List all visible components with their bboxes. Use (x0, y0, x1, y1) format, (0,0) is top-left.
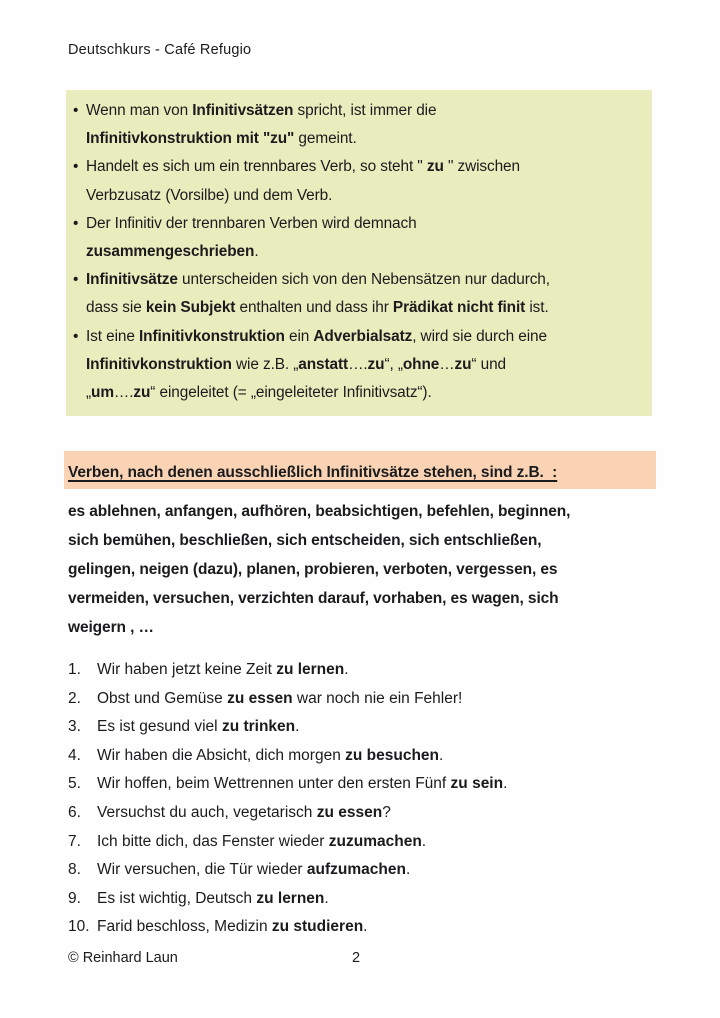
document-footer (68, 950, 652, 966)
example-text: Es ist gesund viel zu trinken. (97, 718, 300, 736)
example-sentence (68, 770, 668, 799)
bullet-icon: • (73, 102, 79, 119)
example-number: 4. (68, 746, 81, 764)
rule-bullet-text: Handelt es sich um ein trennbares Verb, so steht " zu " zwischen Verbzusatz (Vorsilbe) und dem Verb. (86, 158, 520, 204)
example-text: Wir hoffen, beim Wettrennen unter den ersten Fünf zu sein. (97, 775, 508, 793)
rule-bullet-text: Infinitivsätze unterscheiden sich von den Nebensätzen nur dadurch, dass sie kein Subjekt enthalten und dass ihr Prädikat nicht finit ist. (86, 271, 550, 317)
example-text: Wir haben die Absicht, dich morgen zu besuchen. (97, 746, 444, 764)
example-sentence (68, 885, 668, 914)
example-sentence (68, 799, 668, 828)
example-sentence (68, 656, 668, 685)
bullet-icon: • (73, 158, 79, 176)
example-number: 3. (68, 718, 81, 736)
rule-bullet-text: Ist eine Infinitivkonstruktion ein Adverbialsatz, wird sie durch eine Infinitivkonstruktion wie z.B. „anstatt….zu“, „ohne…zu“ und „um….zu“ eingeleitet (= „eingeleiteter Infinitivsatz“). (86, 327, 547, 402)
rule-bullet-item (66, 97, 652, 153)
example-text: Es ist wichtig, Deutsch zu lernen. (97, 889, 329, 907)
bullet-icon: • (73, 214, 79, 232)
example-number: 5. (68, 775, 81, 793)
rule-bullet-item (66, 323, 652, 408)
rule-bullet-text: Wenn man von Infinitivsätzen spricht, ist immer die Infinitivkonstruktion mit "zu" gemeint. (86, 102, 437, 148)
footer-copyright: © Reinhard Laun (68, 950, 178, 966)
rule-bullet-item (66, 210, 652, 266)
document-title: Deutschkurs - Café Refugio (68, 42, 252, 58)
infinitive-rules-box (66, 90, 652, 416)
example-number: 1. (68, 661, 81, 678)
example-sentence (68, 828, 668, 857)
example-number: 8. (68, 861, 81, 879)
example-sentence (68, 913, 668, 942)
example-text: Wir versuchen, die Tür wieder aufzumachen. (97, 861, 411, 879)
example-text: Ich bitte dich, das Fenster wieder zuzumachen. (97, 832, 427, 850)
verb-list-paragraph: es ablehnen, anfangen, aufhören, beabsichtigen, befehlen, beginnen, sich bemühen, beschließen, sich entscheiden, sich entschließen, gelingen, neigen (dazu), planen, probieren, verboten, vergessen, es vermeiden, versuchen, verzichten darauf, vorhaben, es wagen, sich weigern , … (68, 503, 571, 636)
rule-bullet-item (66, 153, 652, 209)
example-sentence-list (68, 656, 668, 942)
example-number: 2. (68, 689, 81, 707)
footer-page-number: 2 (352, 950, 361, 966)
example-number: 6. (68, 803, 81, 821)
example-number: 10. (68, 918, 90, 936)
rule-bullet-text: Der Infinitiv der trennbaren Verben wird demnach zusammengeschrieben. (86, 214, 417, 261)
example-number: 7. (68, 832, 81, 850)
verbs-section-heading-text: Verben, nach denen ausschließlich Infinitivsätze stehen, sind z.B. : (68, 464, 558, 481)
example-sentence (68, 742, 668, 771)
example-text: Wir haben jetzt keine Zeit zu lernen. (97, 661, 349, 678)
bullet-icon: • (73, 327, 79, 345)
verbs-section-heading (64, 451, 656, 489)
example-text: Obst und Gemüse zu essen war noch nie ein Fehler! (97, 689, 463, 707)
bullet-icon: • (73, 271, 79, 289)
example-sentence (68, 713, 668, 742)
example-sentence (68, 856, 668, 885)
example-text: Farid beschloss, Medizin zu studieren. (97, 918, 368, 936)
rule-bullet-item (66, 266, 652, 322)
example-text: Versuchst du auch, vegetarisch zu essen? (97, 803, 391, 821)
example-number: 9. (68, 889, 81, 907)
example-sentence (68, 685, 668, 714)
